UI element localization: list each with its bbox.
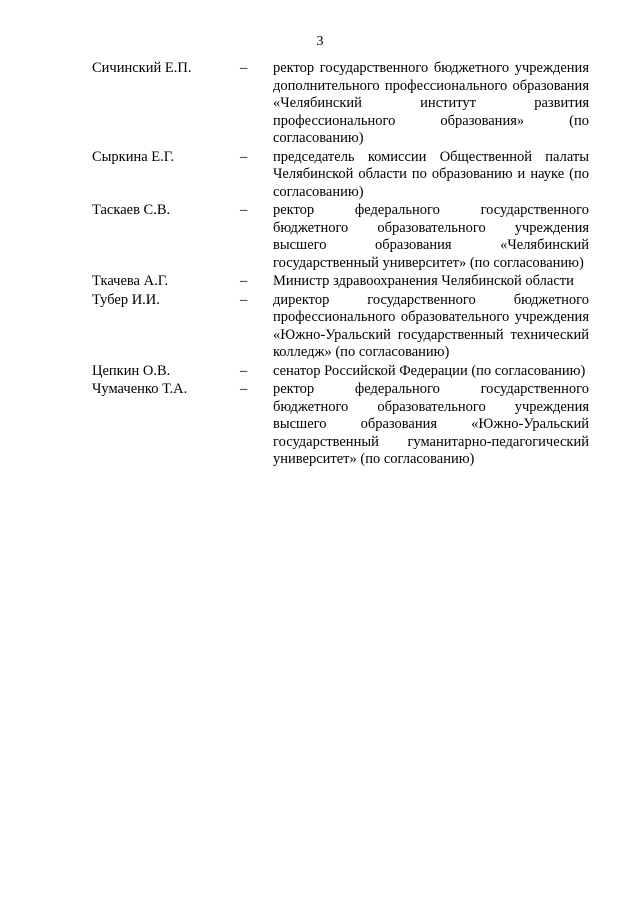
member-dash: – (240, 202, 248, 218)
member-name: Сыркина Е.Г. (92, 148, 175, 165)
member-row (0, 60, 640, 148)
member-dash: – (240, 291, 248, 308)
page-number: 3 (316, 34, 324, 49)
member-dash: – (240, 273, 248, 289)
member-description: сенатор Российской Федерации (по согласованию) (273, 362, 586, 379)
member-description: Министр здравоохранения Челябинской области (273, 273, 574, 289)
member-name: Тубер И.И. (92, 291, 160, 308)
member-name: Цепкин О.В. (92, 362, 171, 379)
member-description: директор государственного бюджетного профессионального образовательного учреждения «Южно-Уральский государственный технический колледж» (по согласованию) (273, 291, 589, 360)
member-description: ректор федерального государственного бюджетного образовательного учреждения высшего образования «Челябинский государственный университет» (по согласованию) (273, 202, 589, 271)
member-name: Сичинский Е.П. (92, 60, 192, 76)
member-row (0, 202, 640, 272)
member-row (0, 363, 640, 381)
member-dash: – (240, 362, 248, 379)
member-description: председатель комиссии Общественной палаты Челябинской области по образованию и науке (по согласованию) (273, 148, 589, 200)
member-dash: – (240, 148, 248, 165)
member-name: Ткачева А.Г. (92, 273, 169, 289)
member-row (0, 149, 640, 202)
member-name: Таскаев С.В. (92, 202, 171, 218)
member-row (0, 273, 640, 291)
member-description: ректор государственного бюджетного учреждения дополнительного профессионального образования «Челябинский институт развития профессионального образования» (по согласованию) (273, 60, 589, 146)
member-dash: – (240, 381, 248, 397)
member-row (0, 381, 640, 469)
member-name: Чумаченко Т.А. (92, 381, 188, 397)
member-description: ректор федерального государственного бюджетного образовательного учреждения высшего образования «Южно-Уральский государственный гуманитарно-педагогический университет» (по согласованию) (273, 381, 589, 467)
member-list (0, 60, 640, 469)
member-dash: – (240, 60, 248, 76)
member-row (0, 292, 640, 362)
